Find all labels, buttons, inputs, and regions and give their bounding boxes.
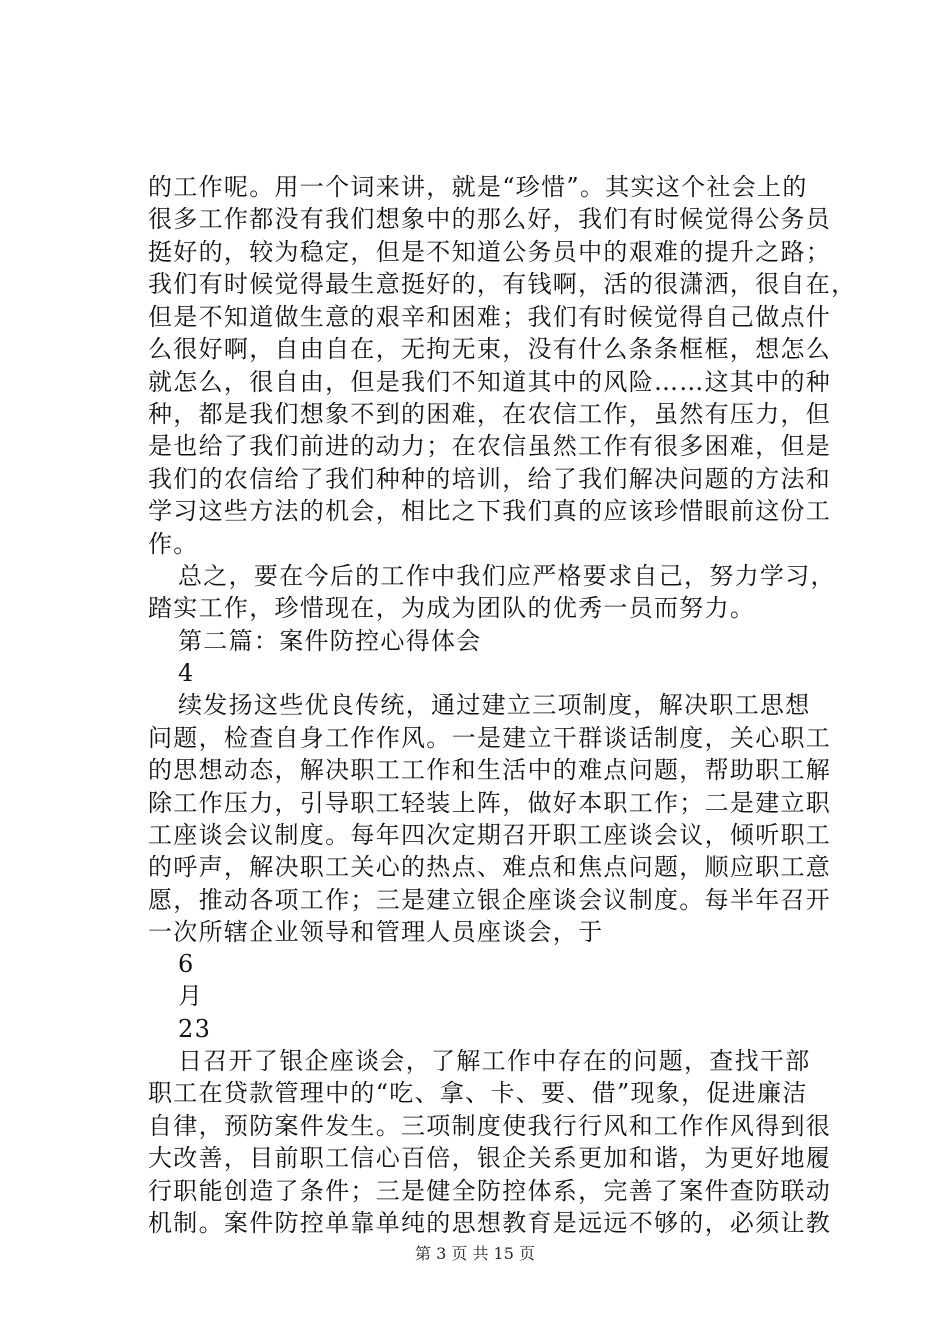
number-line: 月 [178, 982, 204, 1010]
paragraph-first-line: 续发扬这些优良传统，通过建立三项制度，解决职工思想 [178, 691, 811, 719]
text-line: 行职能创造了条件；三是健全防控体系，完善了案件查防联动 [148, 1177, 832, 1205]
text-line: 学习这些方法的机会，相比之下我们真的应该珍惜眼前这份工 [148, 497, 832, 525]
paragraph-first-line: 日召开了银企座谈会，了解工作中存在的问题，查找干部 [178, 1047, 811, 1075]
text-line: 一次所辖企业领导和管理人员座谈会，于 [148, 918, 604, 946]
text-line: 我们有时候觉得最生意挺好的，有钱啊，活的很潇洒，很自在， [148, 270, 857, 298]
text-line: 很多工作都没有我们想象中的那么好，我们有时候觉得公务员 [148, 205, 832, 233]
text-line: 的思想动态，解决职工工作和生活中的难点问题，帮助职工解 [148, 756, 832, 784]
text-line: 作。 [148, 530, 199, 558]
text-line: 的呼声，解决职工关心的热点、难点和焦点问题，顺应职工意 [148, 853, 832, 881]
text-line: 机制。案件防控单靠单纯的思想教育是远远不够的，必须让教 [148, 1209, 832, 1237]
paragraph-first-line: 总之，要在今后的工作中我们应严格要求自己，努力学习， [178, 562, 836, 590]
text-line: 工座谈会议制度。每年四次定期召开职工座谈会议，倾听职工 [148, 821, 832, 849]
text-line: 的工作呢。用一个词来讲，就是“珍惜”。其实这个社会上的 [148, 173, 808, 201]
text-line: 除工作压力，引导职工轻装上阵，做好本职工作；二是建立职 [148, 789, 832, 817]
section-heading: 第二篇：案件防控心得体会 [178, 627, 482, 655]
text-line: 踏实工作，珍惜现在，为成为团队的优秀一员而努力。 [148, 594, 756, 622]
text-line: 就怎么，很自由，但是我们不知道其中的风险……这其中的种 [148, 368, 832, 396]
text-line: 但是不知道做生意的艰辛和困难；我们有时候觉得自己做点什 [148, 303, 832, 331]
text-line: 问题，检查自身工作作风。一是建立干群谈话制度，关心职工 [148, 724, 832, 752]
text-line: 我们的农信给了我们种种的培训，给了我们解决问题的方法和 [148, 465, 832, 493]
text-line: 大改善，目前职工信心百倍，银企关系更加和谐，为更好地履 [148, 1144, 832, 1172]
text-line: 种，都是我们想象不到的困难，在农信工作，虽然有压力，但 [148, 400, 832, 428]
text-line: 职工在贷款管理中的“吃、拿、卡、要、借”现象，促进廉洁 [148, 1079, 808, 1107]
number-line: 23 [178, 1015, 212, 1043]
text-line: 自律，预防案件发生。三项制度使我行行风和工作作风得到很 [148, 1112, 832, 1140]
text-line: 是也给了我们前进的动力；在农信虽然工作有很多困难，但是 [148, 432, 832, 460]
text-line: 愿，推动各项工作；三是建立银企座谈会议制度。每半年召开 [148, 886, 832, 914]
text-line: 挺好的，较为稳定，但是不知道公务员中的艰难的提升之路； [148, 238, 832, 266]
number-line: 6 [178, 950, 195, 978]
text-line: 么很好啊，自由自在，无拘无束，没有什么条条框框，想怎么 [148, 335, 832, 363]
page-number-footer: 第 3 页 共 15 页 [415, 1244, 535, 1263]
number-line: 4 [178, 659, 195, 687]
